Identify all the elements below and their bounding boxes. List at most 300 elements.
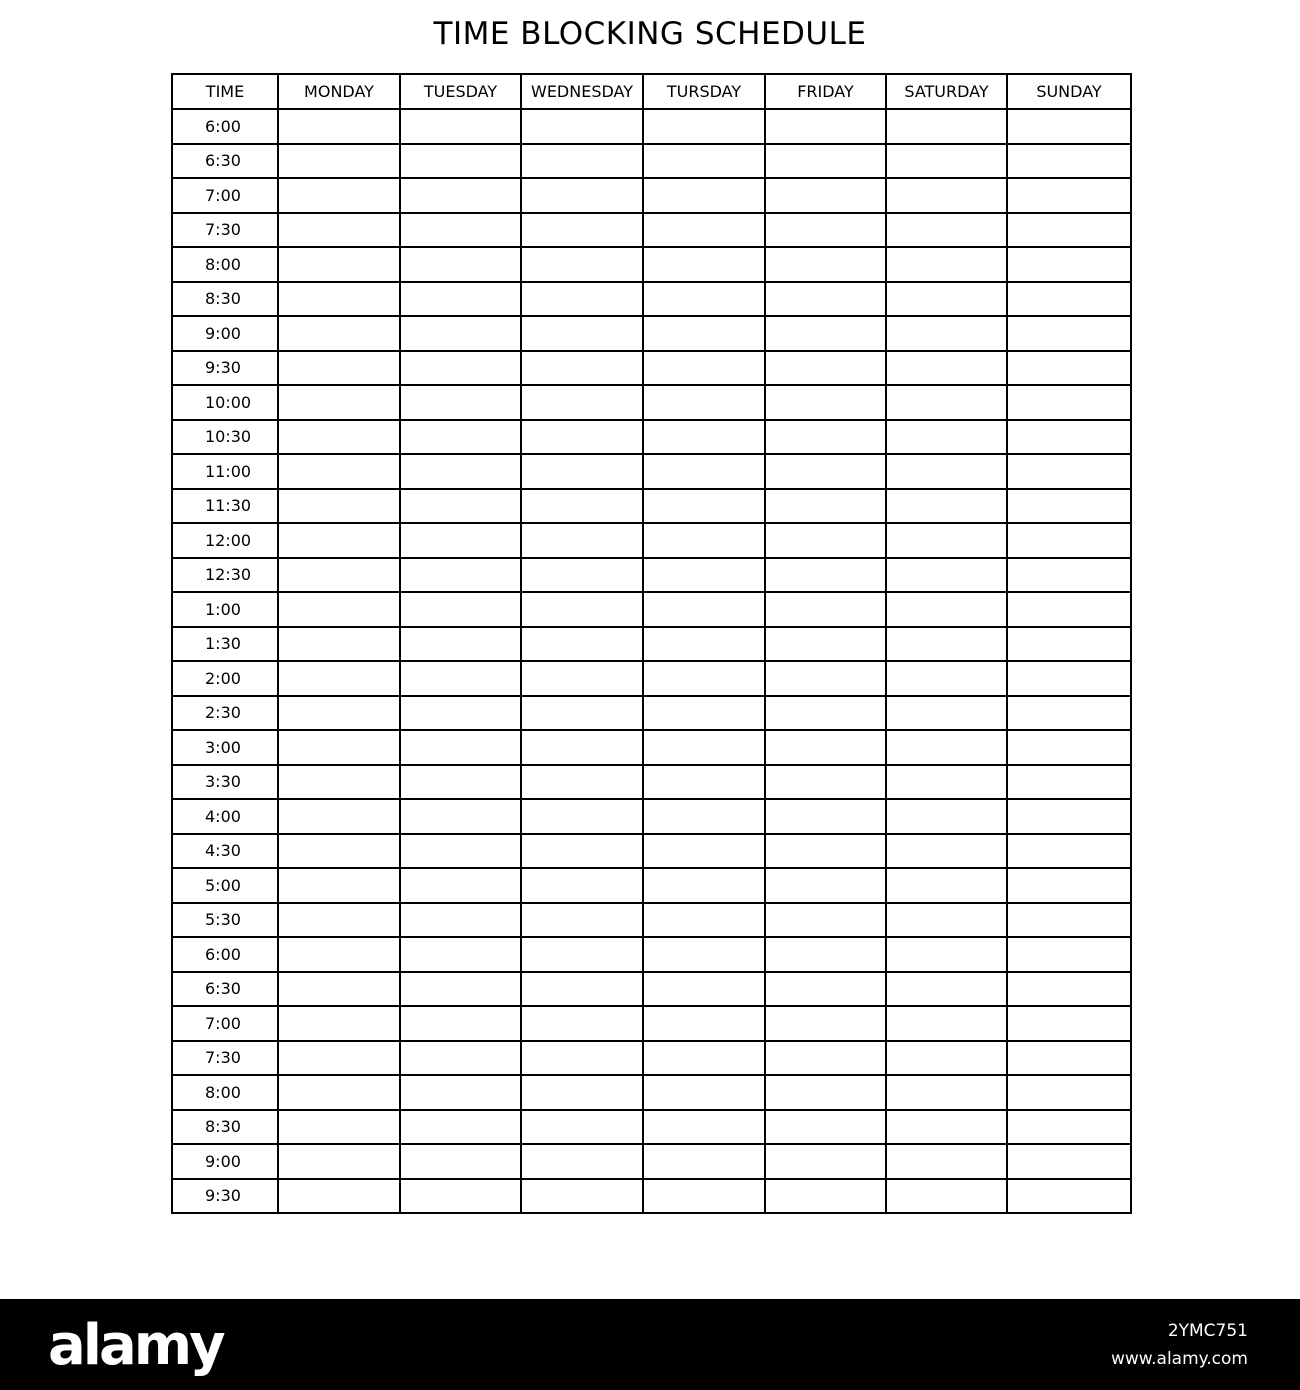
schedule-cell-saturday <box>886 420 1007 455</box>
schedule-cell-tursday <box>643 903 765 938</box>
schedule-cell-monday <box>278 868 400 903</box>
schedule-cell-tursday <box>643 592 765 627</box>
schedule-cell-wednesday <box>521 937 643 972</box>
schedule-cell-wednesday <box>521 765 643 800</box>
table-row <box>172 1006 1131 1041</box>
schedule-cell-tursday <box>643 351 765 386</box>
table-row <box>172 489 1131 524</box>
schedule-cell-monday <box>278 1041 400 1076</box>
schedule-cell-tuesday <box>400 1179 521 1214</box>
schedule-cell-friday <box>765 834 886 869</box>
schedule-cell-sunday <box>1007 109 1131 144</box>
time-label: 10:30 <box>172 420 278 455</box>
table-row <box>172 454 1131 489</box>
column-header-time: TIME <box>172 74 278 109</box>
schedule-cell-tuesday <box>400 661 521 696</box>
schedule-cell-sunday <box>1007 385 1131 420</box>
schedule-cell-tursday <box>643 1006 765 1041</box>
schedule-cell-saturday <box>886 489 1007 524</box>
time-label: 6:30 <box>172 144 278 179</box>
schedule-cell-tuesday <box>400 144 521 179</box>
table-row <box>172 661 1131 696</box>
schedule-cell-saturday <box>886 247 1007 282</box>
schedule-cell-wednesday <box>521 1075 643 1110</box>
time-label: 7:00 <box>172 178 278 213</box>
schedule-cell-wednesday <box>521 489 643 524</box>
schedule-cell-saturday <box>886 558 1007 593</box>
schedule-cell-wednesday <box>521 213 643 248</box>
schedule-cell-sunday <box>1007 178 1131 213</box>
schedule-cell-sunday <box>1007 696 1131 731</box>
schedule-cell-friday <box>765 972 886 1007</box>
schedule-cell-wednesday <box>521 454 643 489</box>
schedule-cell-monday <box>278 144 400 179</box>
table-row <box>172 351 1131 386</box>
schedule-cell-saturday <box>886 1144 1007 1179</box>
time-label: 6:00 <box>172 937 278 972</box>
schedule-cell-tursday <box>643 1144 765 1179</box>
schedule-cell-tursday <box>643 420 765 455</box>
schedule-cell-wednesday <box>521 316 643 351</box>
schedule-cell-tuesday <box>400 454 521 489</box>
time-label: 11:00 <box>172 454 278 489</box>
schedule-cell-monday <box>278 213 400 248</box>
table-row <box>172 1041 1131 1076</box>
time-label: 7:30 <box>172 1041 278 1076</box>
table-row <box>172 178 1131 213</box>
table-row <box>172 316 1131 351</box>
schedule-cell-wednesday <box>521 972 643 1007</box>
schedule-cell-sunday <box>1007 765 1131 800</box>
schedule-cell-wednesday <box>521 592 643 627</box>
schedule-cell-tuesday <box>400 213 521 248</box>
schedule-cell-wednesday <box>521 247 643 282</box>
schedule-cell-tuesday <box>400 109 521 144</box>
schedule-cell-tuesday <box>400 316 521 351</box>
schedule-cell-sunday <box>1007 592 1131 627</box>
schedule-cell-friday <box>765 1006 886 1041</box>
site-url: www.alamy.com <box>1110 1349 1248 1369</box>
page-title: TIME BLOCKING SCHEDULE <box>433 16 867 52</box>
schedule-cell-tursday <box>643 799 765 834</box>
schedule-cell-tuesday <box>400 627 521 662</box>
schedule-cell-monday <box>278 558 400 593</box>
schedule-cell-wednesday <box>521 627 643 662</box>
schedule-cell-sunday <box>1007 558 1131 593</box>
column-header-tursday: TURSDAY <box>643 74 765 109</box>
schedule-cell-monday <box>278 489 400 524</box>
time-label: 2:00 <box>172 661 278 696</box>
schedule-cell-friday <box>765 799 886 834</box>
schedule-cell-friday <box>765 903 886 938</box>
schedule-cell-friday <box>765 592 886 627</box>
schedule-cell-monday <box>278 1110 400 1145</box>
schedule-cell-wednesday <box>521 282 643 317</box>
schedule-cell-tuesday <box>400 523 521 558</box>
schedule-cell-monday <box>278 385 400 420</box>
schedule-cell-monday <box>278 1075 400 1110</box>
schedule-cell-friday <box>765 1144 886 1179</box>
table-row <box>172 1110 1131 1145</box>
schedule-cell-tuesday <box>400 247 521 282</box>
time-label: 9:00 <box>172 316 278 351</box>
table-row <box>172 144 1131 179</box>
alamy-logo: alamy <box>48 1313 223 1378</box>
time-label: 7:30 <box>172 213 278 248</box>
schedule-cell-monday <box>278 454 400 489</box>
schedule-cell-saturday <box>886 1179 1007 1214</box>
time-label: 8:00 <box>172 1075 278 1110</box>
schedule-cell-saturday <box>886 316 1007 351</box>
schedule-cell-monday <box>278 178 400 213</box>
schedule-cell-saturday <box>886 799 1007 834</box>
schedule-cell-friday <box>765 213 886 248</box>
schedule-cell-tursday <box>643 696 765 731</box>
column-header-monday: MONDAY <box>278 74 400 109</box>
column-header-wednesday: WEDNESDAY <box>521 74 643 109</box>
time-label: 7:00 <box>172 1006 278 1041</box>
table-row <box>172 730 1131 765</box>
schedule-cell-tursday <box>643 972 765 1007</box>
schedule-cell-friday <box>765 247 886 282</box>
schedule-cell-friday <box>765 109 886 144</box>
schedule-cell-sunday <box>1007 834 1131 869</box>
schedule-cell-tuesday <box>400 1075 521 1110</box>
schedule-cell-tursday <box>643 1075 765 1110</box>
header-row <box>172 74 1131 109</box>
schedule-cell-saturday <box>886 1110 1007 1145</box>
schedule-cell-tursday <box>643 627 765 662</box>
schedule-cell-sunday <box>1007 661 1131 696</box>
time-label: 9:30 <box>172 1179 278 1214</box>
time-label: 1:30 <box>172 627 278 662</box>
schedule-cell-friday <box>765 696 886 731</box>
table-row <box>172 282 1131 317</box>
schedule-cell-tuesday <box>400 592 521 627</box>
table-row <box>172 972 1131 1007</box>
table-row <box>172 109 1131 144</box>
table-row <box>172 213 1131 248</box>
time-label: 4:30 <box>172 834 278 869</box>
schedule-cell-tuesday <box>400 696 521 731</box>
schedule-cell-friday <box>765 489 886 524</box>
time-label: 10:00 <box>172 385 278 420</box>
schedule-cell-tuesday <box>400 903 521 938</box>
schedule-cell-tuesday <box>400 937 521 972</box>
schedule-cell-tursday <box>643 454 765 489</box>
schedule-cell-wednesday <box>521 1144 643 1179</box>
schedule-cell-saturday <box>886 454 1007 489</box>
schedule-cell-tuesday <box>400 178 521 213</box>
schedule-cell-tursday <box>643 1110 765 1145</box>
schedule-cell-sunday <box>1007 247 1131 282</box>
schedule-cell-saturday <box>886 903 1007 938</box>
schedule-cell-tursday <box>643 834 765 869</box>
schedule-cell-wednesday <box>521 178 643 213</box>
schedule-cell-monday <box>278 937 400 972</box>
schedule-cell-saturday <box>886 144 1007 179</box>
table-row <box>172 868 1131 903</box>
schedule-cell-tuesday <box>400 385 521 420</box>
time-label: 8:00 <box>172 247 278 282</box>
schedule-cell-saturday <box>886 1006 1007 1041</box>
schedule-cell-tuesday <box>400 1041 521 1076</box>
schedule-cell-monday <box>278 1179 400 1214</box>
time-label: 8:30 <box>172 282 278 317</box>
time-label: 6:30 <box>172 972 278 1007</box>
time-label: 5:00 <box>172 868 278 903</box>
schedule-cell-tursday <box>643 523 765 558</box>
schedule-cell-wednesday <box>521 903 643 938</box>
table-row <box>172 558 1131 593</box>
time-label: 4:00 <box>172 799 278 834</box>
schedule-cell-sunday <box>1007 523 1131 558</box>
schedule-cell-friday <box>765 730 886 765</box>
schedule-cell-wednesday <box>521 144 643 179</box>
schedule-cell-friday <box>765 1179 886 1214</box>
schedule-cell-friday <box>765 385 886 420</box>
schedule-cell-friday <box>765 937 886 972</box>
schedule-cell-saturday <box>886 592 1007 627</box>
schedule-cell-sunday <box>1007 282 1131 317</box>
schedule-cell-tursday <box>643 489 765 524</box>
schedule-cell-monday <box>278 523 400 558</box>
schedule-cell-sunday <box>1007 1144 1131 1179</box>
schedule-cell-monday <box>278 282 400 317</box>
schedule-cell-sunday <box>1007 972 1131 1007</box>
time-label: 12:00 <box>172 523 278 558</box>
schedule-cell-friday <box>765 144 886 179</box>
schedule-cell-friday <box>765 420 886 455</box>
schedule-cell-tuesday <box>400 972 521 1007</box>
schedule-cell-saturday <box>886 178 1007 213</box>
schedule-cell-friday <box>765 1075 886 1110</box>
schedule-cell-friday <box>765 523 886 558</box>
schedule-cell-monday <box>278 1006 400 1041</box>
table-row <box>172 592 1131 627</box>
table-row <box>172 385 1131 420</box>
schedule-cell-sunday <box>1007 489 1131 524</box>
schedule-cell-wednesday <box>521 730 643 765</box>
schedule-cell-tuesday <box>400 799 521 834</box>
schedule-cell-friday <box>765 627 886 662</box>
schedule-cell-saturday <box>886 351 1007 386</box>
schedule-cell-wednesday <box>521 385 643 420</box>
schedule-cell-sunday <box>1007 144 1131 179</box>
schedule-cell-tuesday <box>400 489 521 524</box>
schedule-cell-saturday <box>886 385 1007 420</box>
schedule-cell-monday <box>278 972 400 1007</box>
table-row <box>172 834 1131 869</box>
schedule-cell-wednesday <box>521 1179 643 1214</box>
footer-bar <box>0 1299 1300 1390</box>
schedule-cell-wednesday <box>521 696 643 731</box>
schedule-cell-tuesday <box>400 558 521 593</box>
schedule-cell-monday <box>278 765 400 800</box>
schedule-cell-tursday <box>643 109 765 144</box>
schedule-cell-saturday <box>886 661 1007 696</box>
schedule-cell-friday <box>765 316 886 351</box>
schedule-cell-sunday <box>1007 1110 1131 1145</box>
table-row <box>172 696 1131 731</box>
schedule-cell-tursday <box>643 730 765 765</box>
schedule-cell-friday <box>765 765 886 800</box>
schedule-cell-tursday <box>643 178 765 213</box>
table-row <box>172 1144 1131 1179</box>
schedule-cell-wednesday <box>521 1006 643 1041</box>
schedule-cell-monday <box>278 351 400 386</box>
schedule-cell-wednesday <box>521 834 643 869</box>
schedule-cell-saturday <box>886 834 1007 869</box>
schedule-cell-sunday <box>1007 937 1131 972</box>
schedule-cell-friday <box>765 178 886 213</box>
schedule-cell-tursday <box>643 661 765 696</box>
schedule-cell-friday <box>765 282 886 317</box>
schedule-cell-saturday <box>886 627 1007 662</box>
column-header-friday: FRIDAY <box>765 74 886 109</box>
schedule-cell-saturday <box>886 282 1007 317</box>
time-label: 9:30 <box>172 351 278 386</box>
schedule-cell-sunday <box>1007 454 1131 489</box>
schedule-cell-sunday <box>1007 420 1131 455</box>
schedule-cell-tuesday <box>400 1006 521 1041</box>
schedule-cell-tuesday <box>400 730 521 765</box>
schedule-cell-saturday <box>886 1075 1007 1110</box>
table-row <box>172 1179 1131 1214</box>
schedule-cell-tursday <box>643 1179 765 1214</box>
schedule-cell-sunday <box>1007 868 1131 903</box>
schedule-cell-saturday <box>886 696 1007 731</box>
schedule-cell-friday <box>765 454 886 489</box>
schedule-cell-friday <box>765 1041 886 1076</box>
schedule-cell-wednesday <box>521 661 643 696</box>
schedule-cell-wednesday <box>521 1110 643 1145</box>
schedule-cell-sunday <box>1007 1179 1131 1214</box>
schedule-cell-tuesday <box>400 834 521 869</box>
table-row <box>172 765 1131 800</box>
table-row <box>172 523 1131 558</box>
schedule-cell-tuesday <box>400 282 521 317</box>
schedule-cell-tursday <box>643 558 765 593</box>
schedule-cell-monday <box>278 316 400 351</box>
schedule-cell-wednesday <box>521 109 643 144</box>
table-row <box>172 420 1131 455</box>
schedule-cell-friday <box>765 661 886 696</box>
schedule-table <box>171 73 1132 1214</box>
column-header-saturday: SATURDAY <box>886 74 1007 109</box>
schedule-cell-monday <box>278 799 400 834</box>
schedule-cell-sunday <box>1007 351 1131 386</box>
schedule-cell-sunday <box>1007 903 1131 938</box>
schedule-cell-wednesday <box>521 868 643 903</box>
schedule-cell-tuesday <box>400 765 521 800</box>
time-label: 12:30 <box>172 558 278 593</box>
table-row <box>172 903 1131 938</box>
schedule-cell-wednesday <box>521 799 643 834</box>
schedule-cell-friday <box>765 868 886 903</box>
schedule-cell-tuesday <box>400 420 521 455</box>
time-label: 3:00 <box>172 730 278 765</box>
time-label: 2:30 <box>172 696 278 731</box>
schedule-cell-monday <box>278 420 400 455</box>
schedule-cell-wednesday <box>521 351 643 386</box>
schedule-cell-sunday <box>1007 316 1131 351</box>
schedule-cell-tursday <box>643 868 765 903</box>
schedule-cell-monday <box>278 834 400 869</box>
schedule-cell-tursday <box>643 144 765 179</box>
table-row <box>172 247 1131 282</box>
schedule-cell-monday <box>278 592 400 627</box>
schedule-cell-sunday <box>1007 799 1131 834</box>
schedule-cell-monday <box>278 247 400 282</box>
time-label: 9:00 <box>172 1144 278 1179</box>
schedule-cell-saturday <box>886 972 1007 1007</box>
schedule-cell-sunday <box>1007 1041 1131 1076</box>
schedule-cell-sunday <box>1007 730 1131 765</box>
schedule-cell-tursday <box>643 213 765 248</box>
schedule-cell-saturday <box>886 765 1007 800</box>
image-id: 2YMC751 <box>1167 1321 1248 1341</box>
schedule-cell-monday <box>278 627 400 662</box>
schedule-cell-friday <box>765 558 886 593</box>
table-row <box>172 627 1131 662</box>
schedule-cell-monday <box>278 661 400 696</box>
schedule-cell-tursday <box>643 247 765 282</box>
schedule-cell-tursday <box>643 385 765 420</box>
schedule-cell-sunday <box>1007 627 1131 662</box>
schedule-cell-tursday <box>643 765 765 800</box>
schedule-cell-tursday <box>643 937 765 972</box>
table-row <box>172 799 1131 834</box>
schedule-cell-wednesday <box>521 420 643 455</box>
schedule-cell-tursday <box>643 1041 765 1076</box>
schedule-cell-monday <box>278 696 400 731</box>
schedule-cell-wednesday <box>521 523 643 558</box>
time-label: 11:30 <box>172 489 278 524</box>
time-label: 3:30 <box>172 765 278 800</box>
schedule-cell-saturday <box>886 109 1007 144</box>
table-row <box>172 937 1131 972</box>
schedule-cell-sunday <box>1007 213 1131 248</box>
schedule-cell-sunday <box>1007 1075 1131 1110</box>
time-label: 5:30 <box>172 903 278 938</box>
schedule-cell-saturday <box>886 937 1007 972</box>
schedule-cell-sunday <box>1007 1006 1131 1041</box>
schedule-cell-tuesday <box>400 1110 521 1145</box>
schedule-cell-friday <box>765 1110 886 1145</box>
schedule-cell-tuesday <box>400 868 521 903</box>
time-label: 6:00 <box>172 109 278 144</box>
table-row <box>172 1075 1131 1110</box>
schedule-cell-tursday <box>643 316 765 351</box>
schedule-cell-tursday <box>643 282 765 317</box>
schedule-cell-monday <box>278 903 400 938</box>
schedule-cell-monday <box>278 1144 400 1179</box>
schedule-cell-tuesday <box>400 1144 521 1179</box>
time-label: 8:30 <box>172 1110 278 1145</box>
column-header-sunday: SUNDAY <box>1007 74 1131 109</box>
time-label: 1:00 <box>172 592 278 627</box>
schedule-cell-saturday <box>886 730 1007 765</box>
column-header-tuesday: TUESDAY <box>400 74 521 109</box>
schedule-cell-wednesday <box>521 558 643 593</box>
schedule-cell-saturday <box>886 523 1007 558</box>
schedule-cell-saturday <box>886 213 1007 248</box>
schedule-cell-saturday <box>886 868 1007 903</box>
schedule-cell-tuesday <box>400 351 521 386</box>
schedule-cell-wednesday <box>521 1041 643 1076</box>
schedule-cell-monday <box>278 730 400 765</box>
